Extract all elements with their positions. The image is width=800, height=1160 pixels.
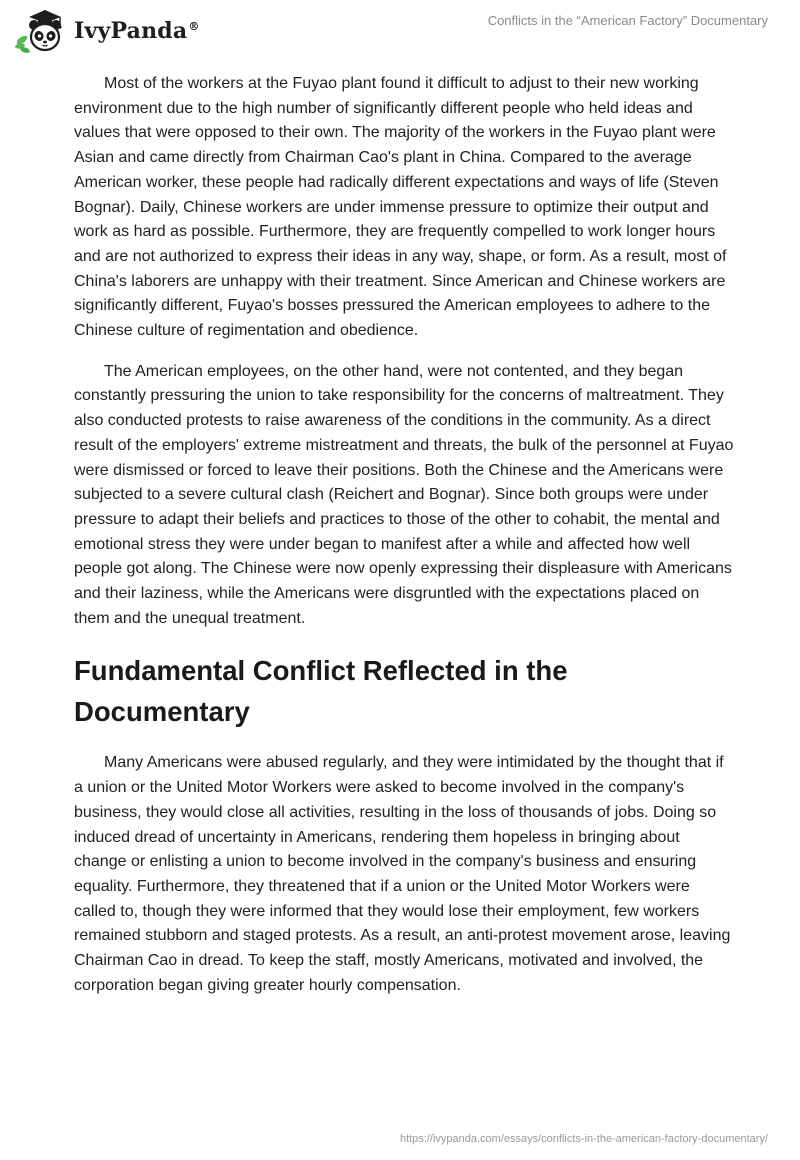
paragraph: The American employees, on the other hand, were not contented, and they began constantly pressuring the union to take responsibility for the concerns of maltreatment. They also conducted protests to raise awareness of the conditions in the community. As a direct result of the employers' extreme mistreatment and threats, the bulk of the personnel at Fuyao were dismissed or forced to leave their positions. Both the Chinese and the Americans were subjected to a severe cultural clash (Reichert and Bognar). Since both groups were under pressure to adapt their beliefs and practices to those of the other to cohabit, the mental and emotional stress they were under began to manifest after a while and affected how well people got along. The Chinese were now openly expressing their displeasure with Americans and their laziness, while the Americans were disgruntled with the expectations placed on them and the unequal treatment.	[74, 362, 734, 627]
section-heading: Fundamental Conflict Reflected in the Documentary	[74, 655, 568, 728]
panda-graduate-icon	[14, 8, 70, 54]
logo-wordmark	[74, 18, 200, 44]
logo-text: IvyPanda	[74, 18, 188, 44]
source-url[interactable]: https://ivypanda.com/essays/conflicts-in-the-american-factory-documentary/	[399, 1133, 768, 1145]
paragraph: Most of the workers at the Fuyao plant found it difficult to adjust to their new working environment due to the high number of significantly different people who held ideas and values that were opposed to their own. The majority of the workers in the Fuyao plant were Asian and came directly from Chairman Cao's plant in China. Compared to the average American worker, these people had radically different expectations and ways of life (Steven Bognar). Daily, Chinese workers are under immense pressure to optimize their output and work as hard as possible. Furthermore, they are frequently compelled to work longer hours and are not authorized to express their ideas in any way, shape, or form. As a result, most of China's laborers are unhappy with their treatment. Since American and Chinese workers are significantly different, Fuyao's bosses pressured the American employees to adhere to the Chinese culture of regimentation and obedience.	[74, 75, 727, 340]
page-header	[0, 0, 800, 60]
paragraph: Many Americans were abused regularly, and they were intimidated by the thought that if a union or the United Motor Workers were asked to become involved in the company's business, they would close all activities, resulting in the loss of thousands of jobs. Doing so induced dread of uncertainty in Americans, rendering them hopeless in bringing about change or enlisting a union to become involved in the company's business and ensuring equality. Furthermore, they threatened that if a union or the United Motor Workers were called to, though they were informed that they would lose their employment, few workers remained stubborn and staged protests. As a result, an anti-protest movement arose, leaving Chairman Cao in dread. To keep the staff, mostly Americans, motivated and involved, the corporation began giving greater hourly compensation.	[74, 754, 731, 994]
registered-mark: ®	[188, 19, 200, 33]
essay-body	[74, 72, 734, 1015]
document-title: Conflicts in the “American Factory” Documentary	[487, 13, 768, 28]
site-logo[interactable]	[14, 8, 200, 54]
